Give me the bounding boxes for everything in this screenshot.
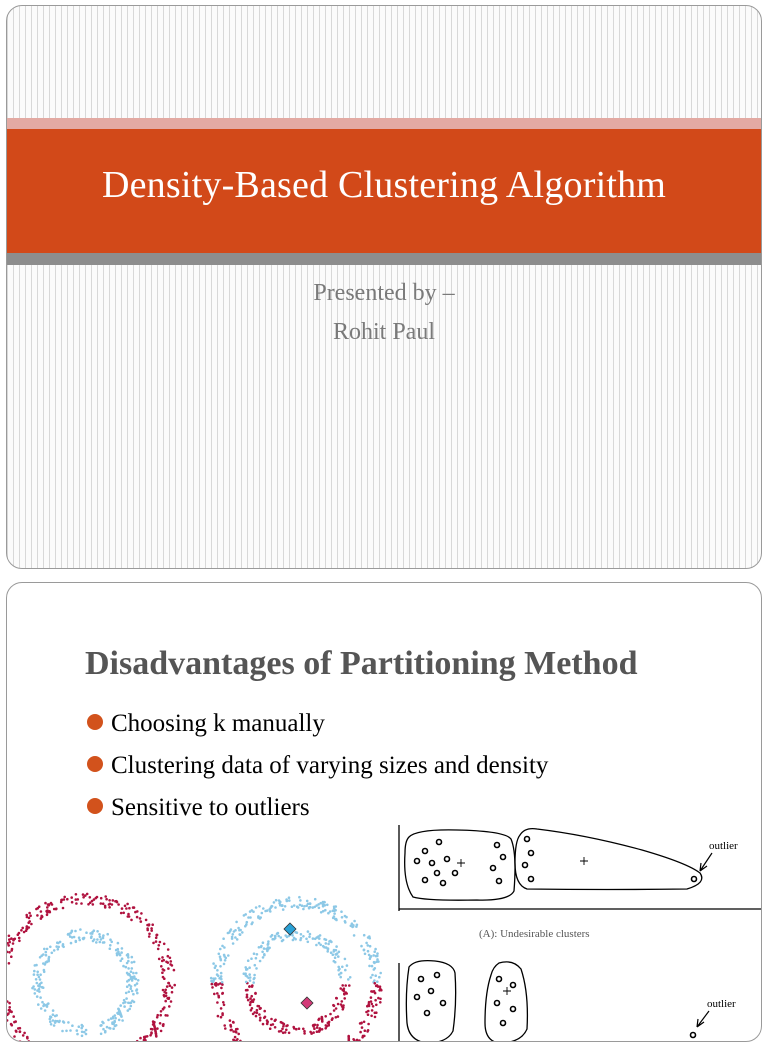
bullet-text: Clustering data of varying sizes and density [111,752,548,779]
outlier-label-a: outlier [709,840,738,852]
undesirable-clusters-diagram [387,813,762,1042]
ring-cluster-figure [7,873,387,1042]
cluster-b-middle [485,962,527,1042]
bullet-dot-icon [87,756,103,772]
divider-strip [7,253,761,265]
cluster-b-left [406,961,455,1042]
outlier-arrow [700,853,712,871]
outlier-arrow-b [697,1011,709,1027]
left-outer-ring [7,893,176,1042]
slide-heading: Disadvantages of Partitioning Method [85,645,638,683]
centroid-marker-b [503,987,511,995]
bullet-item [87,745,548,787]
right-inner-ring [243,930,352,1035]
slide-title: Density-Based Clustering Algorithm [102,163,666,207]
data-points-b [415,973,696,1038]
data-points [415,837,697,886]
bullet-list [87,703,548,829]
outlier-label-b: outlier [707,998,736,1010]
bullet-text: Choosing k manually [111,710,325,737]
bullet-item [87,703,548,745]
left-inner-ring [31,928,139,1037]
centroid-marker-2 [580,857,588,865]
bullet-dot-icon [87,798,103,814]
right-outer-ring [210,896,383,1042]
cluster-left [405,830,515,900]
centroid-diamond-2 [301,997,313,1009]
accent-strip [7,118,761,129]
content-slide [6,582,762,1042]
bullet-text: Sensitive to outliers [111,794,310,821]
cluster-right [515,829,702,890]
bullet-dot-icon [87,714,103,730]
title-band [7,129,761,253]
figure-a-caption: (A): Undesirable clusters [479,928,590,940]
centroid-diamond-1 [284,923,296,935]
title-slide [6,5,762,569]
presenter-label: Presented by – [7,280,761,307]
centroid-marker-1 [457,859,465,867]
presenter-name: Rohit Paul [7,319,761,346]
